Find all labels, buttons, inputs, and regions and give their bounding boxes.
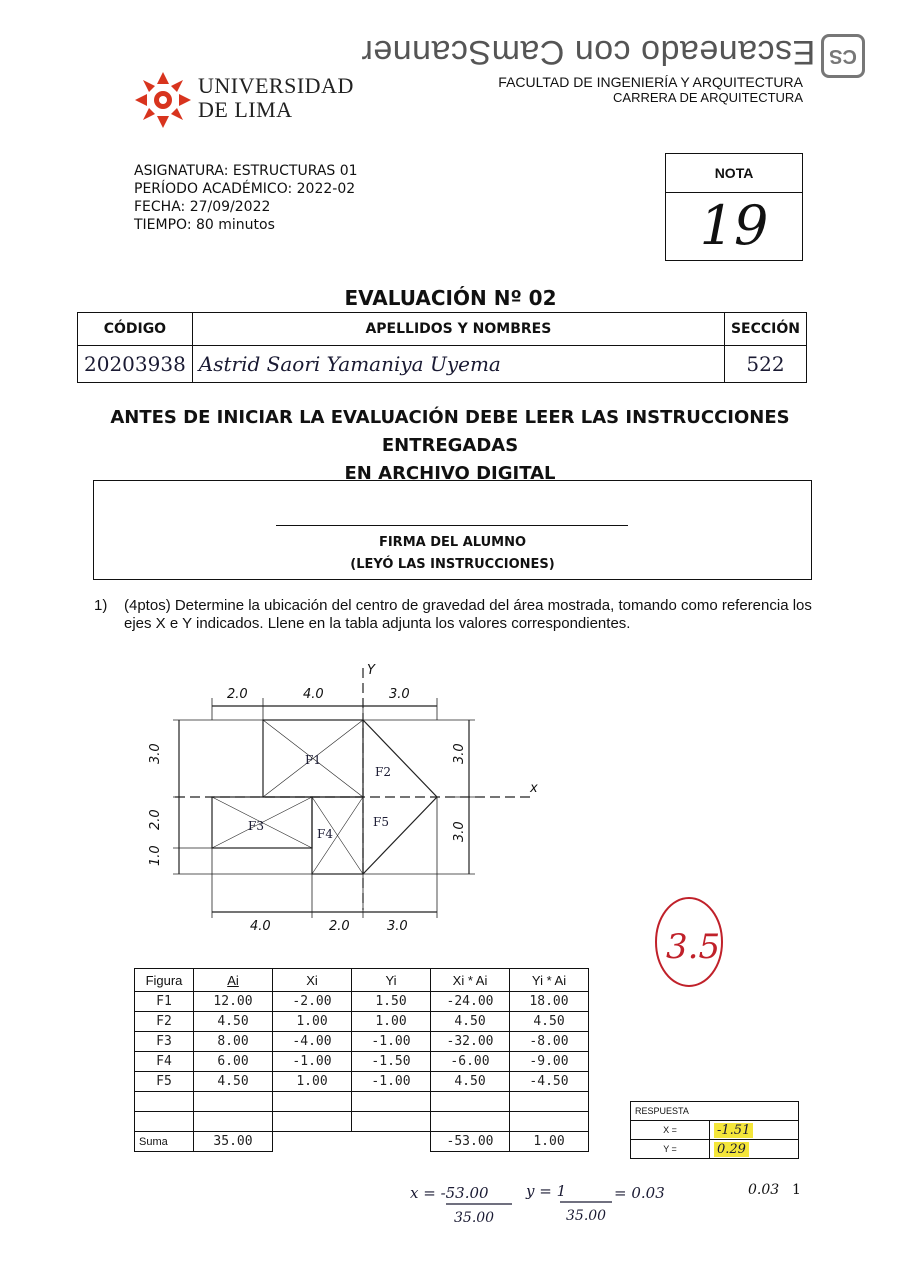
answer-y-label: Y = (631, 1140, 710, 1159)
centroid-diagram (145, 660, 565, 940)
cell: 18.00 (510, 992, 589, 1012)
cell: F3 (135, 1032, 194, 1052)
dim-right-2: 3.0 (452, 821, 467, 842)
question-1 (94, 597, 814, 633)
university-logo-icon (133, 70, 193, 130)
dim-bottom-1: 4.0 (250, 919, 271, 934)
cell: 1.00 (273, 1072, 352, 1092)
student-table-header (78, 313, 807, 346)
faculty-block (498, 74, 803, 106)
answer-table (630, 1101, 799, 1159)
student-table (77, 312, 807, 383)
dim-left-2: 2.0 (148, 809, 163, 830)
cell: 4.50 (431, 1072, 510, 1092)
exam-meta (134, 162, 358, 234)
calc-y-den: 35.00 (566, 1208, 607, 1224)
cell: -2.00 (273, 992, 352, 1012)
instructions-warning (60, 404, 840, 488)
cell: 12.00 (194, 992, 273, 1012)
answer-x-value: -1.51 (714, 1123, 753, 1138)
cell: -6.00 (431, 1052, 510, 1072)
university-line1: UNIVERSIDAD (198, 73, 354, 98)
header-codigo: CÓDIGO (78, 313, 193, 346)
dim-bottom-3: 3.0 (387, 919, 408, 934)
answer-y-value: 0.29 (714, 1142, 749, 1157)
label-f1: F1 (305, 753, 321, 767)
col-xi: Xi (273, 969, 352, 992)
header-nombres: APELLIDOS Y NOMBRES (192, 313, 724, 346)
dim-bottom-2: 2.0 (329, 919, 350, 934)
col-yi: Yi (352, 969, 431, 992)
cell: -1.50 (352, 1052, 431, 1072)
student-code: 20203938 (78, 346, 193, 383)
cell: -4.50 (510, 1072, 589, 1092)
career-name: CARRERA DE ARQUITECTURA (613, 90, 803, 105)
cell: -9.00 (510, 1052, 589, 1072)
table-row (135, 992, 589, 1012)
meta-fecha: FECHA: 27/09/2022 (134, 199, 271, 215)
evaluation-title: EVALUACIÓN Nº 02 (344, 286, 557, 310)
dim-left-1: 3.0 (148, 743, 163, 764)
axis-x-label: x (530, 781, 538, 796)
cell: 4.50 (194, 1012, 273, 1032)
table-row-empty (135, 1112, 589, 1132)
student-table-row (78, 346, 807, 383)
cell: -8.00 (510, 1032, 589, 1052)
dim-left-3: 1.0 (148, 845, 163, 866)
cell: 1.50 (352, 992, 431, 1012)
cell: 6.00 (194, 1052, 273, 1072)
scanner-watermark (360, 32, 875, 76)
answer-x-label: X = (631, 1121, 710, 1140)
cell: -24.00 (431, 992, 510, 1012)
grade-circle-mark (652, 894, 726, 990)
sum-label: Suma (135, 1132, 194, 1152)
question-number: 1) (94, 597, 108, 614)
cell: 4.50 (431, 1012, 510, 1032)
cell: 1.00 (352, 1012, 431, 1032)
centroid-table-header (135, 969, 589, 992)
calc-y-result: = 0.03 (614, 1184, 665, 1202)
warning-line1: ANTES DE INICIAR LA EVALUACIÓN DEBE LEER LAS INSTRUCCIONES ENTREGADAS (110, 407, 790, 456)
col-ai: Ai (194, 969, 273, 992)
scanner-watermark-text: Escaneado con CamScanner (360, 33, 815, 71)
signature-box (93, 480, 812, 580)
label-f4: F4 (317, 827, 333, 841)
warning-line2: EN ARCHIVO DIGITAL (344, 463, 556, 484)
dim-top-1: 2.0 (227, 687, 248, 702)
cell: 4.50 (194, 1072, 273, 1092)
table-row (135, 1052, 589, 1072)
cell: F5 (135, 1072, 194, 1092)
sum-ya: 1.00 (510, 1132, 589, 1152)
cell: 4.50 (510, 1012, 589, 1032)
label-f2: F2 (375, 765, 391, 779)
meta-periodo: PERÍODO ACADÉMICO: 2022-02 (134, 181, 356, 197)
cell: -1.00 (352, 1032, 431, 1052)
cell: 1.00 (273, 1012, 352, 1032)
label-f5: F5 (373, 815, 389, 829)
cell: 8.00 (194, 1032, 273, 1052)
grade-value: 19 (699, 194, 769, 257)
university-line2: DE LIMA (198, 97, 293, 122)
sum-ai: 35.00 (194, 1132, 273, 1152)
cell: -32.00 (431, 1032, 510, 1052)
sum-xa: -53.00 (431, 1132, 510, 1152)
calc-x-expr: x = -53.00 (410, 1184, 489, 1202)
meta-asignatura: ASIGNATURA: ESTRUCTURAS 01 (134, 163, 358, 179)
question-text: (4ptos) Determine la ubicación del centro de gravedad del área mostrada, tomando como referencia los ejes X e Y indicados. Llene en la tabla adjunta los valores correspondientes. (124, 597, 812, 632)
col-figura: Figura (135, 969, 194, 992)
table-row-empty (135, 1092, 589, 1112)
meta-tiempo: TIEMPO: 80 minutos (134, 217, 275, 233)
page-number: 1 (792, 1182, 801, 1198)
cell: F1 (135, 992, 194, 1012)
camscanner-icon: CS (821, 34, 865, 78)
grade-label: NOTA (666, 154, 802, 193)
signature-sublabel: (LEYÓ LAS INSTRUCCIONES) (350, 557, 555, 572)
signature-label: FIRMA DEL ALUMNO (378, 535, 527, 550)
header-seccion: SECCIÓN (724, 313, 806, 346)
dim-top-2: 4.0 (303, 687, 324, 702)
side-note: 0.03 (748, 1182, 780, 1198)
handwritten-calc (408, 1176, 828, 1236)
cell: F4 (135, 1052, 194, 1072)
col-yiai: Yi * Ai (510, 969, 589, 992)
axis-y-label: Y (367, 663, 375, 678)
grade-circle-value: 3.5 (666, 927, 721, 967)
table-sum-row (135, 1132, 589, 1152)
student-name: Astrid Saori Yamaniya Uyema (192, 346, 724, 383)
student-section: 522 (724, 346, 806, 383)
university-name (198, 74, 354, 122)
centroid-table (134, 968, 589, 1152)
signature-line (276, 525, 628, 526)
dim-top-3: 3.0 (389, 687, 410, 702)
answer-label: RESPUESTA (631, 1102, 799, 1121)
calc-x-den: 35.00 (454, 1210, 495, 1226)
calc-y-expr: y = 1 (526, 1182, 567, 1200)
grade-box (665, 153, 803, 261)
cell: -1.00 (352, 1072, 431, 1092)
cell: -1.00 (273, 1052, 352, 1072)
dim-right-1: 3.0 (452, 743, 467, 764)
faculty-name: FACULTAD DE INGENIERÍA Y ARQUITECTURA (498, 74, 803, 90)
table-row (135, 1032, 589, 1052)
col-xiai: Xi * Ai (431, 969, 510, 992)
cell: -4.00 (273, 1032, 352, 1052)
label-f3: F3 (248, 819, 264, 833)
cell: F2 (135, 1012, 194, 1032)
table-row (135, 1072, 589, 1092)
table-row (135, 1012, 589, 1032)
